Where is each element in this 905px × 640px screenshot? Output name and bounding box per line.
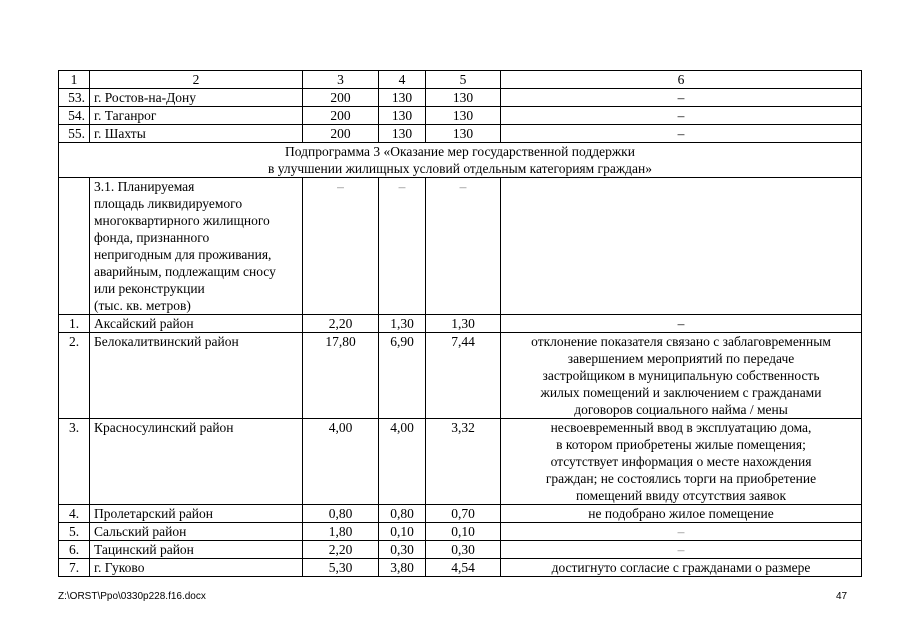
row-col5: 4,54 xyxy=(426,559,501,577)
row-number: 1. xyxy=(59,315,90,333)
row-note xyxy=(501,333,862,419)
row-col3: 5,30 xyxy=(303,559,379,577)
data-table xyxy=(58,70,862,577)
header-cell-4: 4 xyxy=(379,71,426,89)
note-line: несвоевременный ввод в эксплуатацию дома, xyxy=(550,420,812,435)
note-line: в котором приобретены жилые помещения; xyxy=(556,437,806,452)
row-col5: 130 xyxy=(426,107,501,125)
row-col4: 6,90 xyxy=(379,333,426,419)
indicator-line: (тыс. кв. метров) xyxy=(94,298,191,313)
row-name: г. Таганрог xyxy=(90,107,303,125)
row-number: 3. xyxy=(59,419,90,505)
row-col5: 3,32 xyxy=(426,419,501,505)
note-line: договоров социального найма / мены xyxy=(574,402,788,417)
row-note: – xyxy=(501,541,862,559)
subprogram-row xyxy=(59,143,862,178)
footer-file-path: Z:\ORST\Ppo\0330p228.f16.docx xyxy=(58,591,206,602)
subprogram-line-1: Подпрограмма 3 «Оказание мер государственной поддержки xyxy=(285,144,635,159)
row-col4: 0,80 xyxy=(379,505,426,523)
indicator-number xyxy=(59,178,90,315)
row-col4: 0,10 xyxy=(379,523,426,541)
row-name: г. Шахты xyxy=(90,125,303,143)
row-number: 2. xyxy=(59,333,90,419)
row-col4: 1,30 xyxy=(379,315,426,333)
row-col3: 2,20 xyxy=(303,315,379,333)
table-row xyxy=(59,523,862,541)
row-number: 5. xyxy=(59,523,90,541)
row-note: достигнуто согласие с гражданами о размере xyxy=(501,559,862,577)
row-col5: 0,10 xyxy=(426,523,501,541)
row-name: Аксайский район xyxy=(90,315,303,333)
row-number: 53. xyxy=(59,89,90,107)
row-name: г. Ростов-на-Дону xyxy=(90,89,303,107)
row-note: – xyxy=(501,523,862,541)
table-row xyxy=(59,89,862,107)
row-note xyxy=(501,419,862,505)
row-col3: 17,80 xyxy=(303,333,379,419)
row-col5: 7,44 xyxy=(426,333,501,419)
indicator-line: или реконструкции xyxy=(94,281,205,296)
row-col4: 130 xyxy=(379,89,426,107)
row-number: 4. xyxy=(59,505,90,523)
row-col3: 2,20 xyxy=(303,541,379,559)
note-line: граждан; не состоялись торги на приобретение xyxy=(545,471,817,486)
indicator-col5: – xyxy=(426,178,501,315)
header-cell-6: 6 xyxy=(501,71,862,89)
indicator-line: фонда, признанного xyxy=(94,230,210,245)
header-cell-5: 5 xyxy=(426,71,501,89)
indicator-line: многоквартирного жилищного xyxy=(94,213,270,228)
indicator-col4: – xyxy=(379,178,426,315)
row-note: – xyxy=(501,315,862,333)
table-row xyxy=(59,125,862,143)
row-number: 54. xyxy=(59,107,90,125)
table-row xyxy=(59,559,862,577)
row-note: не подобрано жилое помещение xyxy=(501,505,862,523)
row-number: 55. xyxy=(59,125,90,143)
row-number: 7. xyxy=(59,559,90,577)
row-col3: 200 xyxy=(303,107,379,125)
table-row xyxy=(59,333,862,419)
row-col3: 200 xyxy=(303,89,379,107)
note-line: застройщиком в муниципальную собственность xyxy=(542,368,820,383)
row-number: 6. xyxy=(59,541,90,559)
row-note: – xyxy=(501,125,862,143)
row-col5: 0,30 xyxy=(426,541,501,559)
row-col4: 0,30 xyxy=(379,541,426,559)
indicator-line: 3.1. Планируемая xyxy=(94,179,195,194)
indicator-note xyxy=(501,178,862,315)
subprogram-line-2: в улучшении жилищных условий отдельным категориям граждан» xyxy=(267,161,653,176)
subprogram-heading xyxy=(59,143,862,178)
row-name: Сальский район xyxy=(90,523,303,541)
table-row xyxy=(59,315,862,333)
row-col3: 200 xyxy=(303,125,379,143)
row-name: Пролетарский район xyxy=(90,505,303,523)
row-col5: 1,30 xyxy=(426,315,501,333)
row-note: – xyxy=(501,89,862,107)
table-row xyxy=(59,107,862,125)
row-col4: 3,80 xyxy=(379,559,426,577)
table-row xyxy=(59,505,862,523)
note-line: жилых помещений и заключением с гражданами xyxy=(540,385,822,400)
indicator-name xyxy=(90,178,303,315)
note-line: завершением мероприятий по передаче xyxy=(567,351,795,366)
row-col3: 0,80 xyxy=(303,505,379,523)
indicator-line: непригодным для проживания, xyxy=(94,247,272,262)
row-col3: 1,80 xyxy=(303,523,379,541)
row-col5: 130 xyxy=(426,125,501,143)
row-col4: 130 xyxy=(379,107,426,125)
table-row xyxy=(59,541,862,559)
header-cell-3: 3 xyxy=(303,71,379,89)
note-line: помещений ввиду отсутствия заявок xyxy=(575,488,787,503)
header-cell-1: 1 xyxy=(59,71,90,89)
row-col3: 4,00 xyxy=(303,419,379,505)
row-col5: 130 xyxy=(426,89,501,107)
row-note: – xyxy=(501,107,862,125)
row-name: Белокалитвинский район xyxy=(90,333,303,419)
indicator-col3: – xyxy=(303,178,379,315)
indicator-row xyxy=(59,178,862,315)
row-col4: 130 xyxy=(379,125,426,143)
row-name: Тацинский район xyxy=(90,541,303,559)
table-row xyxy=(59,419,862,505)
indicator-line: площадь ликвидируемого xyxy=(94,196,243,211)
note-line: отклонение показателя связано с заблаговременным xyxy=(531,334,831,349)
footer-page-number: 47 xyxy=(836,591,848,602)
row-name: г. Гуково xyxy=(90,559,303,577)
row-name: Красносулинский район xyxy=(90,419,303,505)
row-col5: 0,70 xyxy=(426,505,501,523)
note-line: отсутствует информация о месте нахождения xyxy=(550,454,812,469)
header-row xyxy=(59,71,862,89)
header-cell-2: 2 xyxy=(90,71,303,89)
row-col4: 4,00 xyxy=(379,419,426,505)
indicator-line: аварийным, подлежащим сносу xyxy=(94,264,276,279)
